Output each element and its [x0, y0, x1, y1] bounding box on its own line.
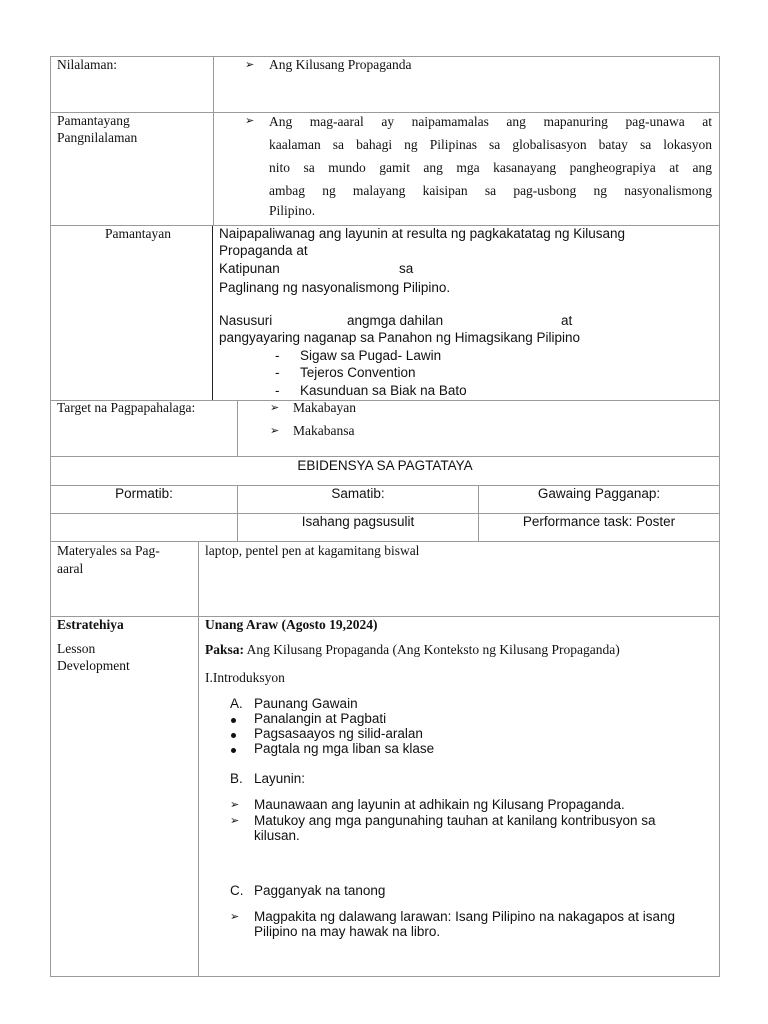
section-a-bullet: Pagtala ng mga liban sa klase: [254, 741, 435, 756]
paksa-line: [205, 642, 620, 658]
estratehiya-sublabel-line1: Lesson: [57, 641, 96, 656]
paksa-label: Paksa:: [205, 642, 245, 657]
pamantayan-p2-line2: pangyayaring naganap sa Panahon ng Himagsikang Pilipino: [219, 330, 581, 345]
section-b-item: Matukoy ang mga pangunahing tauhan at kanilang kontribusyon sa: [254, 813, 656, 828]
pamantayan-label: Pamantayan: [105, 226, 171, 241]
paksa-value: Ang Kilusang Propaganda (Ang Konteksto ng Kilusang Propaganda): [244, 642, 620, 657]
pamantayan-list-item: Tejeros Convention: [300, 365, 416, 380]
column-divider: [237, 400, 238, 456]
intro-heading: I.Introduksyon: [205, 670, 285, 685]
ebidensya-value-gawaing: Performance task: Poster: [522, 514, 676, 529]
arrow-bullet-icon: ➢: [230, 814, 240, 827]
pamantayan-p2-line1a: Nasusuri: [219, 313, 273, 328]
dash-bullet: -: [275, 348, 280, 363]
ebidensya-value-samatib: Isahang pagsusulit: [301, 514, 415, 529]
arrow-bullet-icon: ➢: [245, 114, 255, 127]
section-b-marker: B.: [230, 771, 243, 786]
bullet-dot-icon: [231, 748, 236, 753]
dash-bullet: -: [275, 365, 280, 380]
ebidensya-header-pormatib: Pormatib:: [115, 486, 173, 501]
section-b-title: Layunin:: [254, 771, 306, 786]
table-border-right: [719, 56, 720, 976]
materyales-label-line2: aaral: [57, 561, 84, 576]
pamantayang-label-line1: Pamantayang: [57, 113, 130, 128]
pamantayan-p1-line3b: sa: [399, 261, 414, 276]
section-c-title: Pagganyak na tanong: [254, 883, 386, 898]
bullet-dot-icon: [231, 733, 236, 738]
pamantayan-p2-line1c: at: [561, 313, 573, 328]
pamantayang-label-line2: Pangnilalaman: [57, 130, 138, 145]
target-label: Target na Pagpapahalaga:: [57, 400, 196, 415]
pamantayan-list-item: Sigaw sa Pugad- Lawin: [300, 348, 442, 363]
table-border-bottom: [50, 976, 720, 977]
section-b-item-cont: kilusan.: [254, 828, 300, 843]
section-a-bullet: Panalangin at Pagbati: [254, 711, 387, 726]
day-heading: Unang Araw (Agosto 19,2024): [205, 617, 378, 632]
ebidensya-header-samatib: Samatib:: [331, 486, 385, 501]
pamantayang-text-line: Pilipino.: [269, 203, 316, 218]
arrow-bullet-icon: ➢: [230, 910, 240, 923]
target-item: Makabansa: [293, 423, 355, 438]
pamantayan-list-item: Kasunduan sa Biak na Bato: [300, 383, 467, 398]
pamantayan-p1-line1: Naipapaliwanag ang layunin at resulta ng pagkakatatag ng Kilusang: [219, 226, 626, 241]
column-divider: [198, 541, 199, 976]
pamantayan-p2-line1b: angmga dahilan: [347, 313, 444, 328]
pamantayang-text-line: ambag ng malayang kaisipan sa pag-usbong ng nasyonalismong: [269, 183, 712, 198]
materyales-value: laptop, pentel pen at kagamitang biswal: [205, 543, 420, 558]
pamantayan-p1-line3a: Katipunan: [219, 261, 280, 276]
section-b-item: Maunawaan ang layunin at adhikain ng Kilusang Propaganda.: [254, 797, 625, 812]
section-a-title: Paunang Gawain: [254, 696, 358, 711]
section-a-marker: A.: [230, 696, 243, 711]
arrow-bullet-icon: ➢: [270, 401, 280, 414]
table-border-left: [50, 56, 51, 976]
pamantayang-text-line: Ang mag-aaral ay naipamamalas ang mapanuring pag-unawa at: [269, 114, 712, 129]
pamantayang-text-line: kaalaman sa bahagi ng Pilipinas sa globalisasyon batay sa lokasyon: [269, 137, 712, 152]
estratehiya-label: Estratehiya: [57, 617, 124, 632]
pamantayang-text-line: nito sa mundo gamit ang mga kasanayang pangheograpiya at ang: [269, 160, 712, 175]
nilalaman-label: Nilalaman:: [57, 57, 117, 72]
estratehiya-sublabel-line2: Development: [57, 658, 130, 673]
arrow-bullet-icon: ➢: [230, 798, 240, 811]
section-a-bullet: Pagsasaayos ng silid-aralan: [254, 726, 423, 741]
dash-bullet: -: [275, 383, 280, 398]
pamantayan-p1-line4: Paglinang ng nasyonalismong Pilipino.: [219, 280, 451, 295]
row-divider: [50, 541, 720, 542]
target-item: Makabayan: [293, 400, 356, 415]
nilalaman-item: Ang Kilusang Propaganda: [269, 57, 412, 72]
materyales-label-line1: Materyales sa Pag-: [57, 543, 160, 558]
section-c-item: Magpakita ng dalawang larawan: Isang Pilipino na nakagapos at isang: [254, 909, 676, 924]
section-c-item-cont: Pilipino na may hawak na libro.: [254, 924, 441, 939]
section-c-marker: C.: [230, 883, 244, 898]
column-divider: [212, 226, 213, 400]
ebidensya-title: EBIDENSYA SA PAGTATAYA: [297, 458, 473, 473]
arrow-bullet-icon: ➢: [270, 424, 280, 437]
bullet-dot-icon: [231, 718, 236, 723]
row-divider: [50, 616, 720, 617]
row-divider: [50, 456, 720, 457]
arrow-bullet-icon: ➢: [245, 58, 255, 71]
ebidensya-header-gawaing: Gawaing Pagganap:: [537, 486, 661, 501]
pamantayan-p1-line2: Propaganda at: [219, 243, 308, 258]
column-divider: [213, 56, 214, 226]
